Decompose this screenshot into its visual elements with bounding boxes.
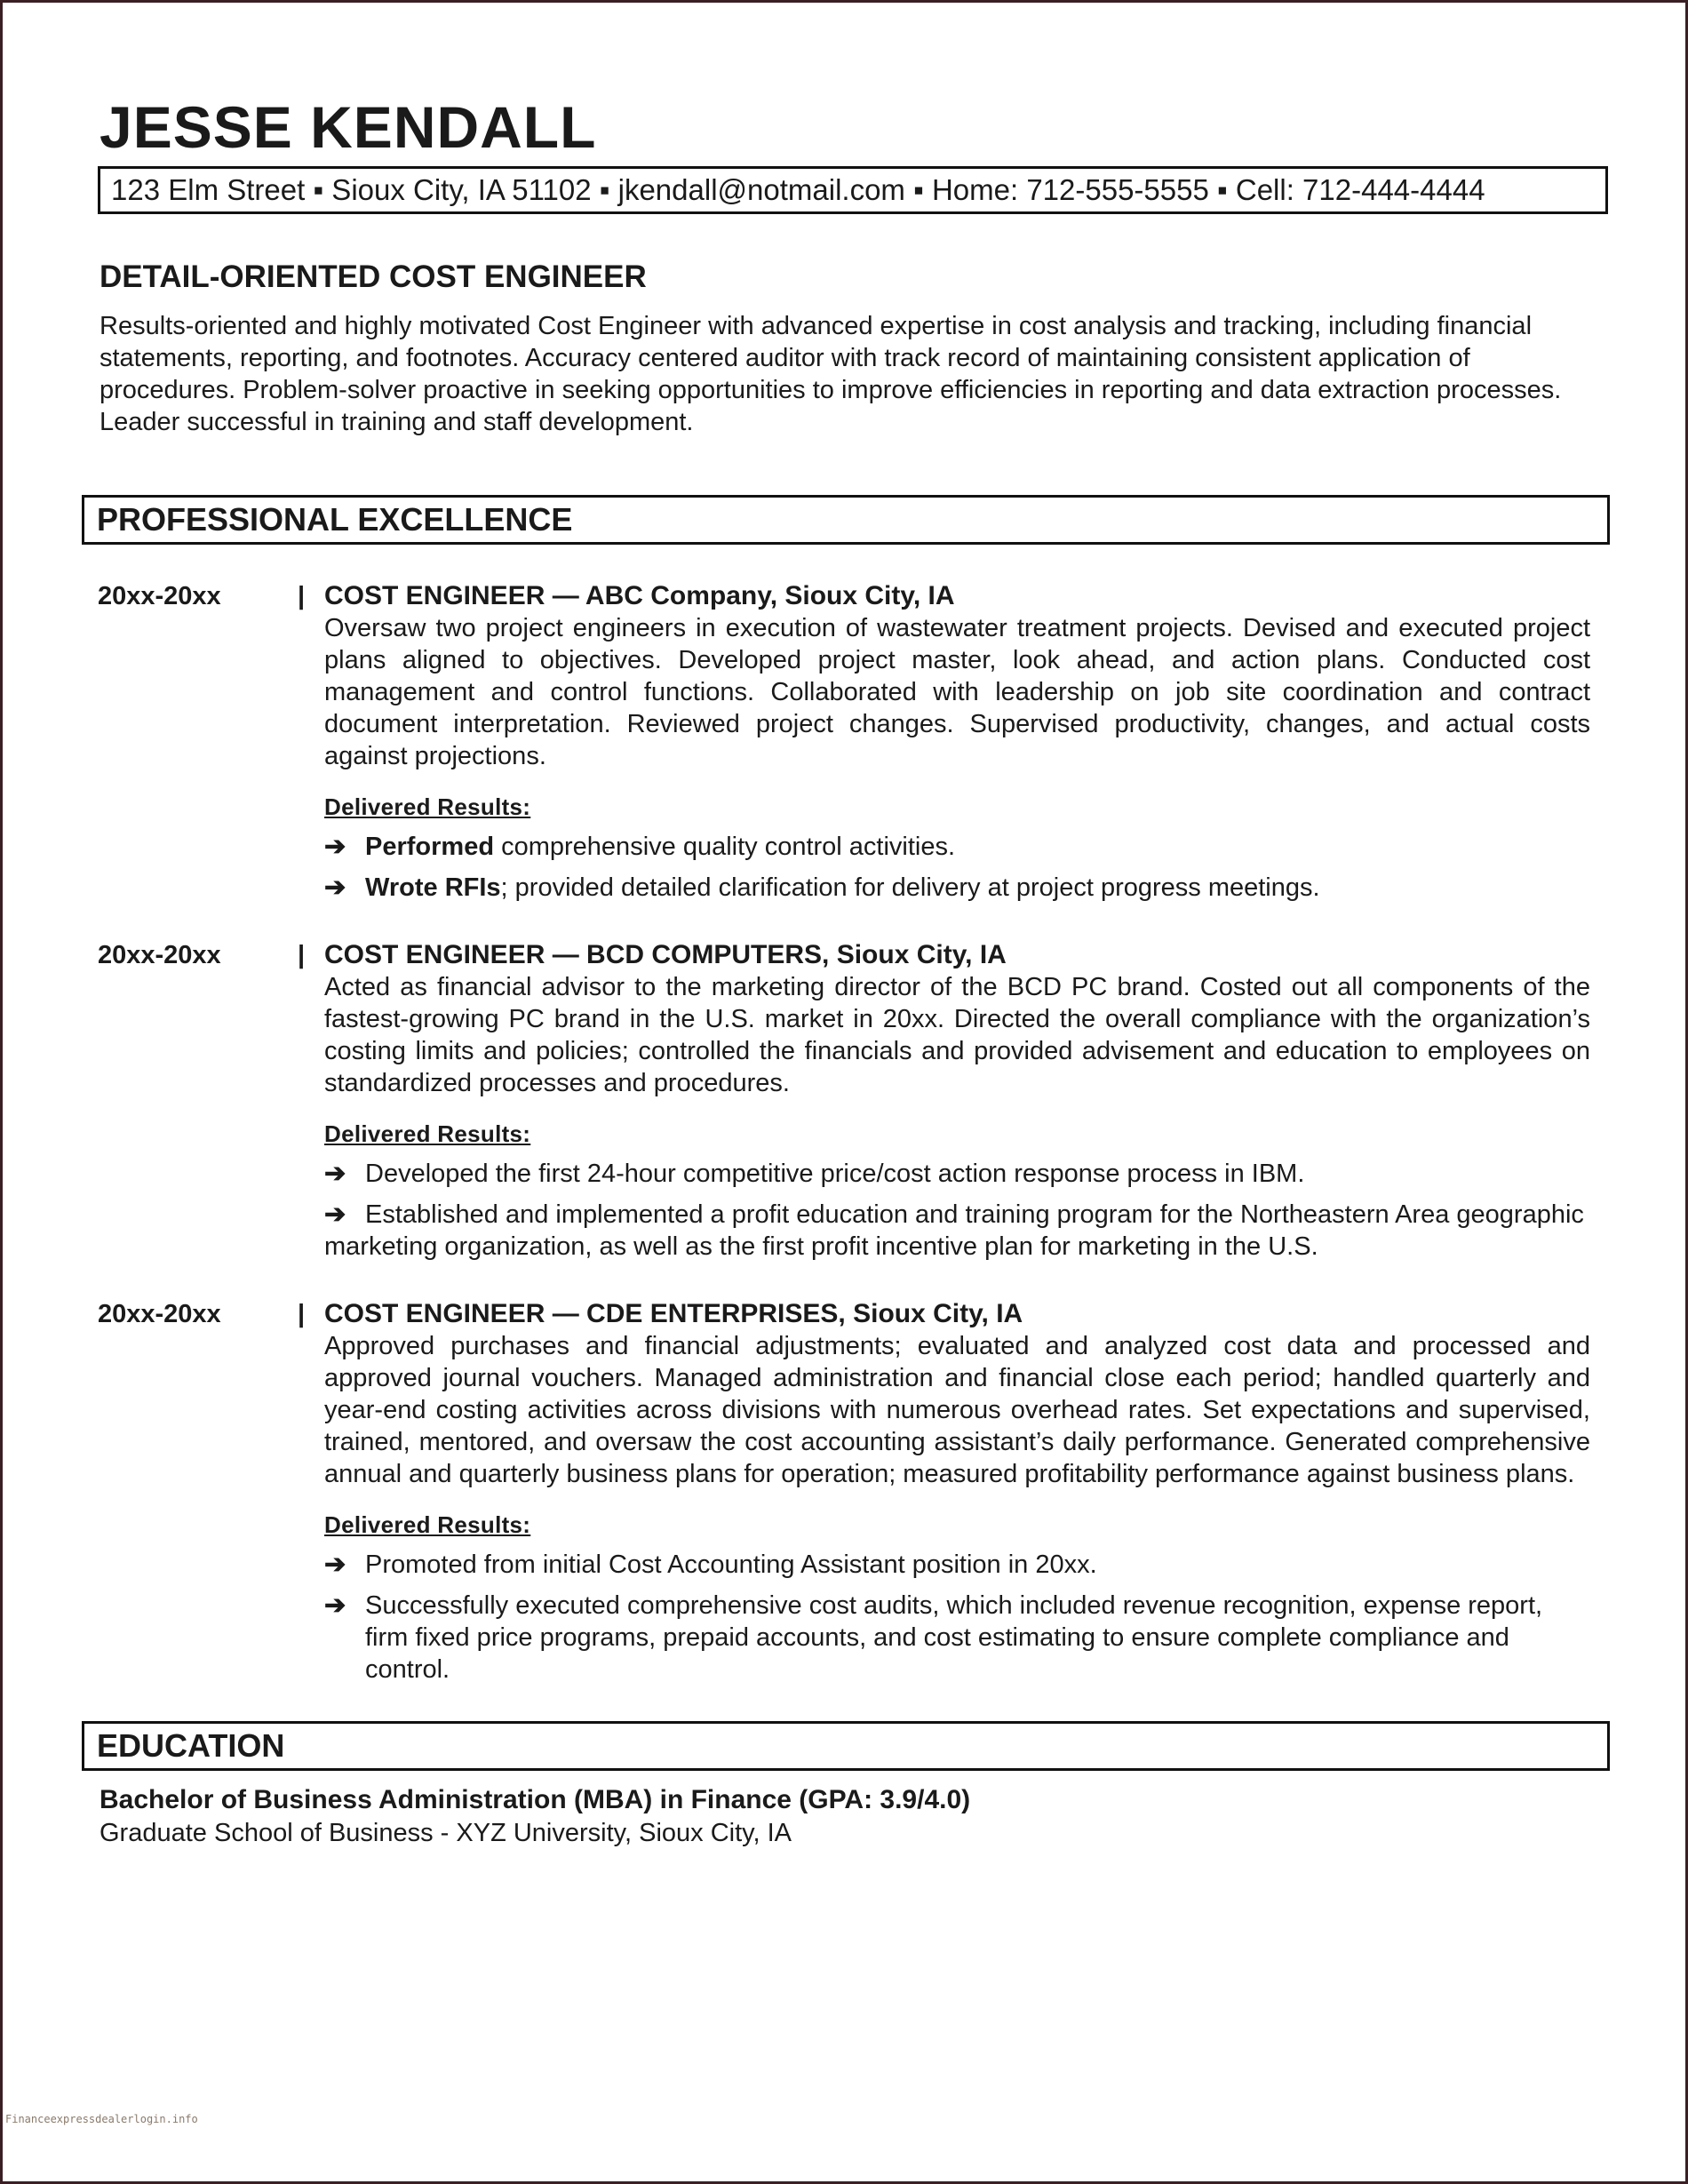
result-text: Established and implemented a profit education and training program for the Northeastern Area geographic marketing organization, as well as the first profit incentive plan for marketing in the U.S. [324, 1200, 1584, 1261]
job-dates: 20xx-20xx [98, 1300, 221, 1328]
job-entry [98, 939, 1608, 1263]
contact-info: 123 Elm Street ▪ Sioux City, IA 51102 ▪ jkendall@notmail.com ▪ Home: 712-555-5555 ▪ Cell: 712-444-4444 [98, 166, 1608, 214]
job-title: COST ENGINEER — ABC Company, Sioux City, IA [324, 581, 955, 610]
job-dates: 20xx-20xx [98, 941, 221, 969]
results-label: Delivered Results: [324, 793, 531, 820]
result-text: comprehensive quality control activities. [494, 833, 956, 861]
result-lead: Performed [365, 833, 495, 861]
job-entry [98, 1298, 1608, 1686]
result-item [324, 1549, 1590, 1581]
candidate-name: JESSE KENDALL [100, 94, 597, 160]
job-description: Acted as financial advisor to the marketing director of the BCD PC brand. Costed out all components of the fastest-growing PC brand in the U.S. market in 20xx. Directed the overall compliance with the organization’s costing limits and policies; controlled the financials and provided advisement and education to employees on standardized processes and procedures. [324, 973, 1590, 1097]
results-label: Delivered Results: [324, 1120, 531, 1147]
result-text: Developed the first 24-hour competitive price/cost action response process in IBM. [365, 1160, 1305, 1188]
job-title: COST ENGINEER — BCD COMPUTERS, Sioux City, IA [324, 940, 1007, 969]
job-entry [98, 580, 1608, 904]
arrow-right-icon: ➔ [324, 1550, 346, 1579]
result-text: Successfully executed comprehensive cost audits, which included revenue recognition, expense report, firm fixed price programs, prepaid accounts, and cost estimating to ensure complete compliance and control. [365, 1591, 1543, 1684]
section-heading-professional: PROFESSIONAL EXCELLENCE [82, 495, 1610, 545]
school: Graduate School of Business - XYZ University, Sioux City, IA [100, 1819, 792, 1847]
arrow-right-icon: ➔ [324, 873, 346, 902]
resume [98, 93, 1608, 1849]
arrow-right-icon: ➔ [324, 1160, 346, 1188]
result-item [324, 872, 1590, 904]
result-text: ; provided detailed clarification for delivery at project progress meetings. [500, 873, 1320, 902]
job-separator: | [298, 1300, 306, 1328]
degree: Bachelor of Business Administration (MBA) in Finance (GPA: 3.9/4.0) [100, 1785, 971, 1814]
result-text: Promoted from initial Cost Accounting Assistant position in 20xx. [365, 1550, 1097, 1579]
job-separator: | [298, 582, 306, 610]
summary-headline: DETAIL-ORIENTED COST ENGINEER [100, 259, 647, 294]
results-label: Delivered Results: [324, 1511, 531, 1538]
result-lead: Wrote RFIs [365, 873, 501, 902]
result-item [324, 831, 1590, 863]
job-separator: | [298, 941, 306, 969]
job-title: COST ENGINEER — CDE ENTERPRISES, Sioux City, IA [324, 1299, 1023, 1328]
arrow-right-icon: ➔ [324, 1591, 346, 1620]
result-item [324, 1590, 1590, 1686]
summary-text: Results-oriented and highly motivated Cost Engineer with advanced expertise in cost analysis and tracking, including financial statements, reporting, and footnotes. Accuracy centered auditor with track record of maintaining consistent application of procedures. Problem-solver proactive in seeking opportunities to improve efficiencies in reporting and data extraction processes. Leader successful in training and staff development. [100, 312, 1562, 436]
watermark: Financeexpressdealerlogin.info [5, 2113, 198, 2125]
section-heading-education: EDUCATION [82, 1721, 1610, 1771]
job-description: Oversaw two project engineers in execution of wastewater treatment projects. Devised and executed project plans aligned to objectives. Developed project master, look ahead, and action plans. Conducted cost management and control functions. Collaborated with leadership on job site coordination and contract document interpretation. Reviewed project changes. Supervised productivity, changes, and actual costs against projections. [324, 614, 1590, 770]
job-dates: 20xx-20xx [98, 582, 221, 610]
arrow-right-icon: ➔ [324, 833, 346, 861]
job-description: Approved purchases and financial adjustments; evaluated and analyzed cost data and processed and approved journal vouchers. Managed administration and financial close each period; handled quarterly and year-end costing activities across divisions with numerous overhead rates. Set expectations and supervised, trained, mentored, and oversaw the cost accounting assistant’s daily performance. Generated comprehensive annual and quarterly business plans for operation; measured profitability performance against business plans. [324, 1332, 1590, 1488]
arrow-right-icon: ➔ [324, 1200, 346, 1229]
result-item [324, 1199, 1590, 1263]
result-item [324, 1158, 1590, 1190]
